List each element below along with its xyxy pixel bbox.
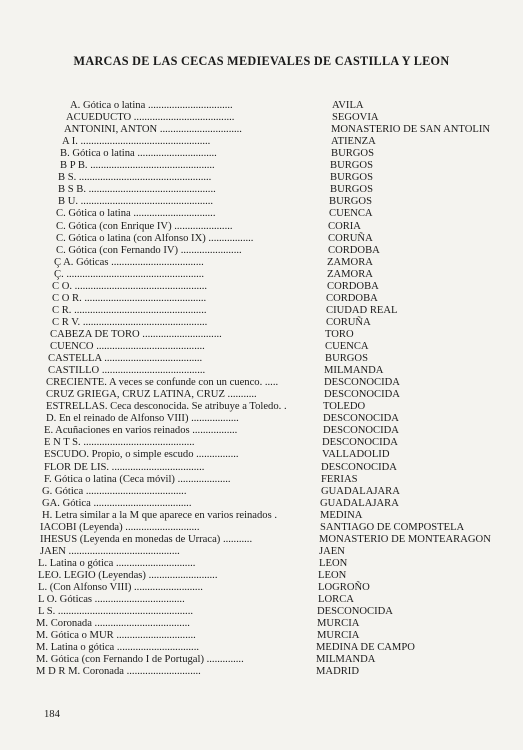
list-item — [0, 582, 523, 594]
mint-location: MILMANDA — [324, 365, 384, 377]
list-item — [0, 136, 523, 148]
mark-description: G. Gótica ...................................... — [42, 485, 187, 497]
mint-location: ZAMORA — [327, 268, 373, 280]
list-item — [0, 437, 523, 449]
mint-location: BURGOS — [329, 196, 372, 208]
list-item — [0, 449, 523, 461]
list-item — [0, 486, 523, 498]
mint-location: DESCONOCIDA — [322, 437, 398, 449]
mint-location: BURGOS — [331, 148, 374, 160]
list-item — [0, 570, 523, 582]
mark-description: C. Gótica o latina ............................... — [56, 208, 216, 220]
mark-description: IHESUS (Leyenda en monedas de Urraca) ........... — [40, 533, 253, 545]
list-item — [0, 196, 523, 208]
mint-location: SANTIAGO DE COMPOSTELA — [320, 521, 465, 533]
list-item — [0, 498, 523, 510]
mark-description: L. (Con Alfonso VIII) .......................... — [38, 582, 203, 593]
mint-location: JAEN — [319, 545, 345, 557]
list-item — [0, 606, 523, 618]
mark-description: L S. ................................................... — [38, 606, 193, 618]
mark-description: ANTONINI, ANTON ............................... — [64, 124, 242, 136]
mint-location: MADRID — [316, 666, 359, 678]
mark-description: C R. .................................................. — [52, 304, 207, 316]
mint-location: DESCONOCIDA — [323, 425, 399, 437]
list-item — [0, 233, 523, 245]
mark-description: IACOBI (Leyenda) ............................ — [40, 521, 200, 533]
mint-location: TOLEDO — [323, 401, 366, 413]
mark-description: CASTILLO ....................................... — [48, 365, 206, 377]
mark-description: C R V. ............................................... — [52, 316, 208, 328]
list-item — [0, 630, 523, 642]
list-item — [0, 365, 523, 377]
mint-location: DESCONOCIDA — [317, 606, 393, 618]
mark-description: M. Coronada .................................... — [36, 618, 190, 630]
mint-location: CORDOBA — [326, 292, 378, 304]
mark-description: B S B. ................................................ — [58, 184, 216, 196]
mark-description: ESTRELLAS. Ceca desconocida. Se atribuye a Toledo. . — [46, 401, 287, 413]
list-item — [0, 401, 523, 413]
mint-location: CUENCA — [325, 341, 369, 352]
mint-location: CORUÑA — [328, 232, 373, 244]
mint-location: DESCONOCIDA — [324, 377, 400, 389]
mint-location: DESCONOCIDA — [323, 413, 399, 425]
list-item — [0, 148, 523, 160]
mark-description: C O R. .............................................. — [52, 292, 207, 304]
mark-description: GA. Gótica ..................................... — [42, 497, 192, 509]
list-item — [0, 160, 523, 172]
mark-description: D. En el reinado de Alfonso VIII) .................. — [46, 413, 239, 425]
list-item — [0, 413, 523, 425]
list-item — [0, 100, 523, 112]
list-item — [0, 208, 523, 220]
mark-description: CABEZA DE TORO .............................. — [50, 328, 222, 340]
mint-location: SEGOVIA — [332, 112, 379, 124]
mark-description: E N T S. .......................................... — [44, 437, 195, 449]
mint-location: CORUÑA — [326, 316, 371, 328]
mark-description: A I. ................................................. — [62, 136, 211, 148]
mint-location: DESCONOCIDA — [324, 389, 400, 401]
mint-location: ZAMORA — [327, 256, 373, 268]
list-item — [0, 293, 523, 305]
mark-description: F. Gótica o latina (Ceca móvil) .................... — [44, 473, 231, 485]
list-item — [0, 594, 523, 606]
mint-location: LORCA — [318, 594, 354, 606]
mint-location: MURCIA — [317, 618, 360, 630]
list-item — [0, 305, 523, 317]
mint-location: GUADALAJARA — [321, 485, 400, 497]
list-item — [0, 341, 523, 353]
mint-location: MONASTERIO DE SAN ANTOLIN — [331, 124, 491, 136]
list-item — [0, 221, 523, 233]
page-title: MARCAS DE LAS CECAS MEDIEVALES DE CASTILLA Y LEON — [73, 54, 450, 68]
mint-location: CIUDAD REAL — [326, 304, 398, 316]
mark-description: L. Latina o gótica .............................. — [38, 557, 196, 569]
mark-description: B S. .................................................. — [58, 172, 212, 184]
list-item — [0, 558, 523, 570]
list-item — [0, 245, 523, 257]
mint-location: GUADALAJARA — [320, 497, 399, 509]
list-item — [0, 618, 523, 630]
mark-description: LEO. LEGIO (Leyendas) .......................... — [38, 569, 218, 581]
list-item — [0, 124, 523, 136]
list-item — [0, 317, 523, 329]
mark-description: ACUEDUCTO ...................................... — [66, 112, 235, 124]
mark-description: M. Gótica o MUR .............................. — [36, 630, 196, 642]
mark-description: M D R M. Coronada ............................ — [36, 666, 201, 678]
mint-location: CUENCA — [329, 208, 373, 220]
list-item — [0, 510, 523, 522]
list-item — [0, 462, 523, 474]
list-item — [0, 112, 523, 124]
mark-description: ESCUDO. Propio, o simple escudo ................ — [44, 449, 239, 461]
mark-description: M. Latina o gótica ............................... — [36, 642, 200, 654]
mark-description: Ç. .................................................... — [54, 268, 205, 280]
list-item — [0, 353, 523, 365]
mark-description: B U. .................................................. — [58, 196, 214, 208]
list-item — [0, 522, 523, 534]
mint-location: MEDINA DE CAMPO — [316, 642, 415, 654]
mint-location: DESCONOCIDA — [321, 461, 397, 473]
list-item — [0, 666, 523, 678]
list-item — [0, 281, 523, 293]
mark-description: Ç A. Góticas ................................... — [54, 256, 204, 268]
mint-location: FERIAS — [321, 473, 358, 485]
mark-description: C. Gótica (con Enrique IV) ...................... — [56, 220, 233, 232]
mint-location: BURGOS — [330, 172, 373, 184]
mark-description: C O. .................................................. — [52, 280, 208, 292]
list-item — [0, 329, 523, 341]
mint-location: CORIA — [328, 220, 361, 232]
mint-location: MONASTERIO DE MONTEARAGON — [319, 533, 491, 545]
mint-location: VALLADOLID — [322, 449, 390, 461]
mint-location: AVILA — [332, 100, 364, 111]
mint-location: BURGOS — [325, 353, 368, 365]
mint-location: CORDOBA — [328, 244, 380, 256]
list-item — [0, 534, 523, 546]
list-item — [0, 184, 523, 196]
mint-location: LOGROÑO — [318, 582, 370, 593]
mark-description: E. Acuñaciones en varios reinados ................. — [44, 425, 238, 437]
mark-description: L O. Góticas .................................. — [38, 594, 185, 606]
list-item — [0, 425, 523, 437]
mint-location: BURGOS — [330, 160, 373, 172]
mint-location: MEDINA — [320, 509, 363, 521]
page-number: 184 — [44, 709, 60, 720]
mark-description: C. Gótica (con Fernando IV) ....................... — [56, 244, 242, 256]
list-item — [0, 269, 523, 281]
list-item — [0, 654, 523, 666]
mark-description: H. Letra similar a la M que aparece en varios reinados . — [42, 509, 278, 521]
mark-description: CRECIENTE. A veces se confunde con un cuenco. ..... — [46, 377, 279, 389]
mark-description: A. Gótica o latina ................................ — [70, 100, 233, 111]
mark-description: CUENCO ......................................... — [50, 341, 205, 352]
mint-location: TORO — [325, 328, 354, 340]
mint-location: ATIENZA — [331, 136, 376, 148]
mark-description: C. Gótica o latina (con Alfonso IX) ................. — [56, 232, 254, 244]
mark-description: FLOR DE LIS. ................................... — [44, 461, 205, 473]
mint-location: CORDOBA — [327, 280, 379, 292]
mark-description: CRUZ GRIEGA, CRUZ LATINA, CRUZ ........... — [46, 389, 257, 401]
mint-location: MURCIA — [317, 630, 360, 642]
mint-location: BURGOS — [330, 184, 373, 196]
mint-location: LEON — [319, 557, 348, 569]
list-item — [0, 257, 523, 269]
list-item — [0, 546, 523, 558]
list-item — [0, 172, 523, 184]
mark-description: B P B. ............................................... — [60, 160, 215, 172]
list-item — [0, 377, 523, 389]
mark-description: CASTELLA ..................................... — [48, 353, 203, 365]
list-item — [0, 642, 523, 654]
list-item — [0, 389, 523, 401]
mark-description: JAEN .......................................... — [40, 545, 180, 557]
mint-location: MILMANDA — [316, 654, 376, 666]
mark-description: B. Gótica o latina .............................. — [60, 148, 217, 160]
list-item — [0, 474, 523, 486]
mark-description: M. Gótica (con Fernando I de Portugal) .............. — [36, 654, 244, 666]
mint-location: LEON — [318, 569, 347, 581]
